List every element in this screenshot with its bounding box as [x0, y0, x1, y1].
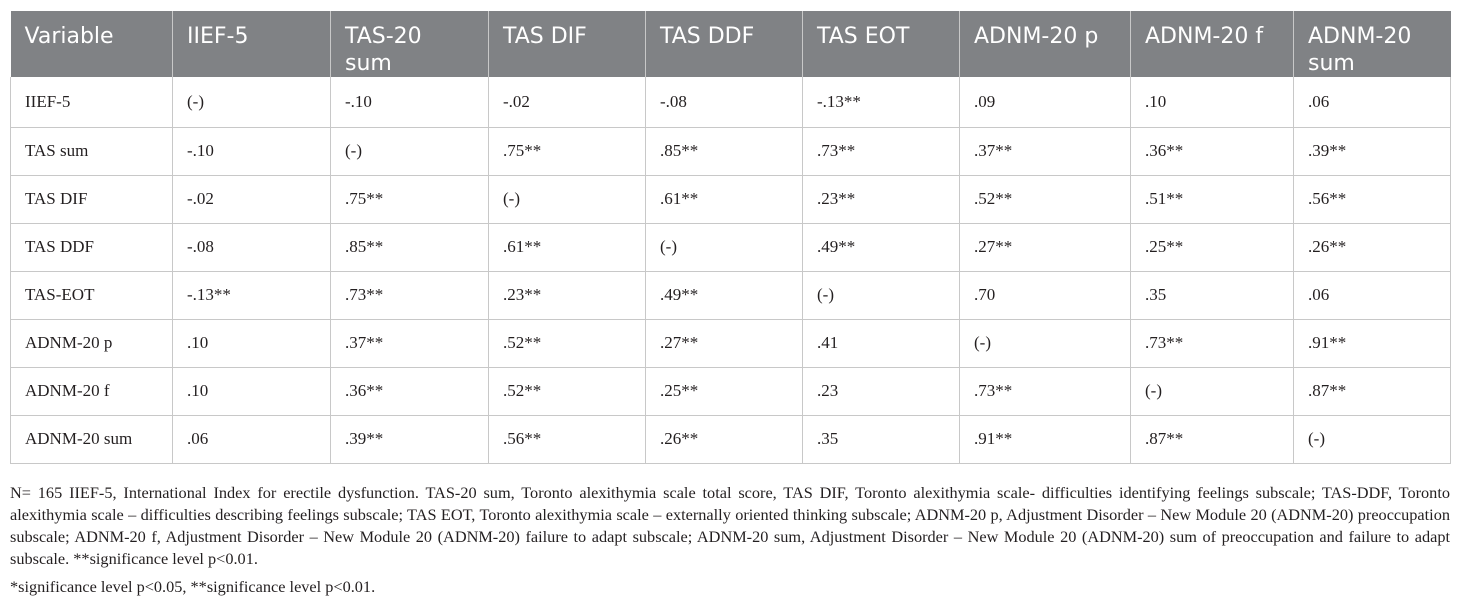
- table-cell: (-): [1294, 415, 1451, 463]
- table-row: [11, 77, 1451, 127]
- table-cell: -.08: [173, 223, 331, 271]
- table-cell: .27**: [960, 223, 1131, 271]
- table-cell: .39**: [331, 415, 489, 463]
- table-cell: .10: [1131, 77, 1294, 127]
- table-cell: .91**: [1294, 319, 1451, 367]
- table-cell: .09: [960, 77, 1131, 127]
- table-cell: .10: [173, 367, 331, 415]
- table-cell: .35: [1131, 271, 1294, 319]
- table-row: [11, 223, 1451, 271]
- table-row: [11, 415, 1451, 463]
- table-cell: .87**: [1131, 415, 1294, 463]
- table-cell: .26**: [646, 415, 803, 463]
- table-cell: .52**: [489, 367, 646, 415]
- header-tas-dif: TAS DIF: [489, 11, 646, 77]
- abbreviation-footnote: N= 165 IIEF-5, International Index for erectile dysfunction. TAS-20 sum, Toronto alexithymia scale total score, TAS DIF, Toronto alexithymia scale- difficulties identifying feelings subscale; TAS-DDF, Toronto alexithymia scale – difficulties describing feelings subscale; TAS EOT, Toronto alexithymia scale – externally oriented thinking subscale; ADNM-20 p, Adjustment Disorder – New Module 20 (ADNM-20) preoccupation subscale; ADNM-20 f, Adjustment Disorder – New Module 20 (ADNM-20) failure to adapt subscale; ADNM-20 sum, Adjustment Disorder – New Module 20 (ADNM-20) sum of preoccupation and failure to adapt subscale. **significance level p<0.01.: [10, 483, 1450, 568]
- table-cell: .85**: [331, 223, 489, 271]
- table-cell: .75**: [331, 175, 489, 223]
- table-cell: .36**: [1131, 127, 1294, 175]
- header-adnm20-f: ADNM-20 f: [1131, 11, 1294, 77]
- table-cell: .49**: [803, 223, 960, 271]
- table-cell: (-): [173, 77, 331, 127]
- table-cell: .37**: [331, 319, 489, 367]
- table-cell: .37**: [960, 127, 1131, 175]
- table-cell: -.10: [331, 77, 489, 127]
- table-cell: .56**: [1294, 175, 1451, 223]
- table-cell: .23**: [489, 271, 646, 319]
- table-row: [11, 127, 1451, 175]
- header-tas20-sum: TAS-20 sum: [331, 11, 489, 77]
- table-cell: -.02: [489, 77, 646, 127]
- table-cell: (-): [489, 175, 646, 223]
- table-cell: -.13**: [173, 271, 331, 319]
- table-cell: .73**: [1131, 319, 1294, 367]
- table-cell: .75**: [489, 127, 646, 175]
- table-cell: (-): [646, 223, 803, 271]
- row-label: TAS sum: [11, 127, 173, 175]
- table-cell: -.02: [173, 175, 331, 223]
- header-tas-ddf: TAS DDF: [646, 11, 803, 77]
- table-cell: (-): [1131, 367, 1294, 415]
- table-cell: -.10: [173, 127, 331, 175]
- table-cell: .23**: [803, 175, 960, 223]
- table-cell: .36**: [331, 367, 489, 415]
- table-cell: .27**: [646, 319, 803, 367]
- table-cell: .73**: [331, 271, 489, 319]
- row-label: ADNM-20 f: [11, 367, 173, 415]
- correlation-table: [10, 11, 1451, 464]
- row-label: ADNM-20 p: [11, 319, 173, 367]
- table-cell: .23: [803, 367, 960, 415]
- header-row: [11, 11, 1451, 77]
- table-cell: .26**: [1294, 223, 1451, 271]
- table-cell: .91**: [960, 415, 1131, 463]
- table-body: [11, 77, 1451, 463]
- table-cell: .10: [173, 319, 331, 367]
- table-cell: .70: [960, 271, 1131, 319]
- table-cell: .25**: [646, 367, 803, 415]
- table-cell: .51**: [1131, 175, 1294, 223]
- header-tas-eot: TAS EOT: [803, 11, 960, 77]
- row-label: TAS-EOT: [11, 271, 173, 319]
- row-label: ADNM-20 sum: [11, 415, 173, 463]
- table-cell: .61**: [646, 175, 803, 223]
- table-cell: (-): [960, 319, 1131, 367]
- table-row: [11, 319, 1451, 367]
- row-label: TAS DDF: [11, 223, 173, 271]
- table-cell: .35: [803, 415, 960, 463]
- table-cell: .06: [173, 415, 331, 463]
- row-label: TAS DIF: [11, 175, 173, 223]
- table-header: [11, 11, 1451, 77]
- table-cell: .06: [1294, 77, 1451, 127]
- table-cell: .25**: [1131, 223, 1294, 271]
- table-cell: .52**: [489, 319, 646, 367]
- table-cell: .85**: [646, 127, 803, 175]
- table-row: [11, 367, 1451, 415]
- significance-footnote: *significance level p<0.05, **significance level p<0.01.: [10, 577, 376, 596]
- row-label: IIEF-5: [11, 77, 173, 127]
- table-cell: .73**: [960, 367, 1131, 415]
- table-row: [11, 271, 1451, 319]
- table-cell: .56**: [489, 415, 646, 463]
- table-cell: .73**: [803, 127, 960, 175]
- table-cell: .49**: [646, 271, 803, 319]
- correlation-table-container: [10, 11, 1450, 464]
- table-cell: (-): [803, 271, 960, 319]
- table-cell: .39**: [1294, 127, 1451, 175]
- table-cell: -.13**: [803, 77, 960, 127]
- table-cell: -.08: [646, 77, 803, 127]
- table-cell: .06: [1294, 271, 1451, 319]
- header-adnm20-sum: ADNM-20 sum: [1294, 11, 1451, 77]
- table-cell: .52**: [960, 175, 1131, 223]
- header-iief5: IIEF-5: [173, 11, 331, 77]
- header-variable: Variable: [11, 11, 173, 77]
- table-cell: .61**: [489, 223, 646, 271]
- table-footnotes: [10, 482, 1450, 598]
- table-cell: .41: [803, 319, 960, 367]
- table-cell: (-): [331, 127, 489, 175]
- table-row: [11, 175, 1451, 223]
- table-cell: .87**: [1294, 367, 1451, 415]
- header-adnm20-p: ADNM-20 p: [960, 11, 1131, 77]
